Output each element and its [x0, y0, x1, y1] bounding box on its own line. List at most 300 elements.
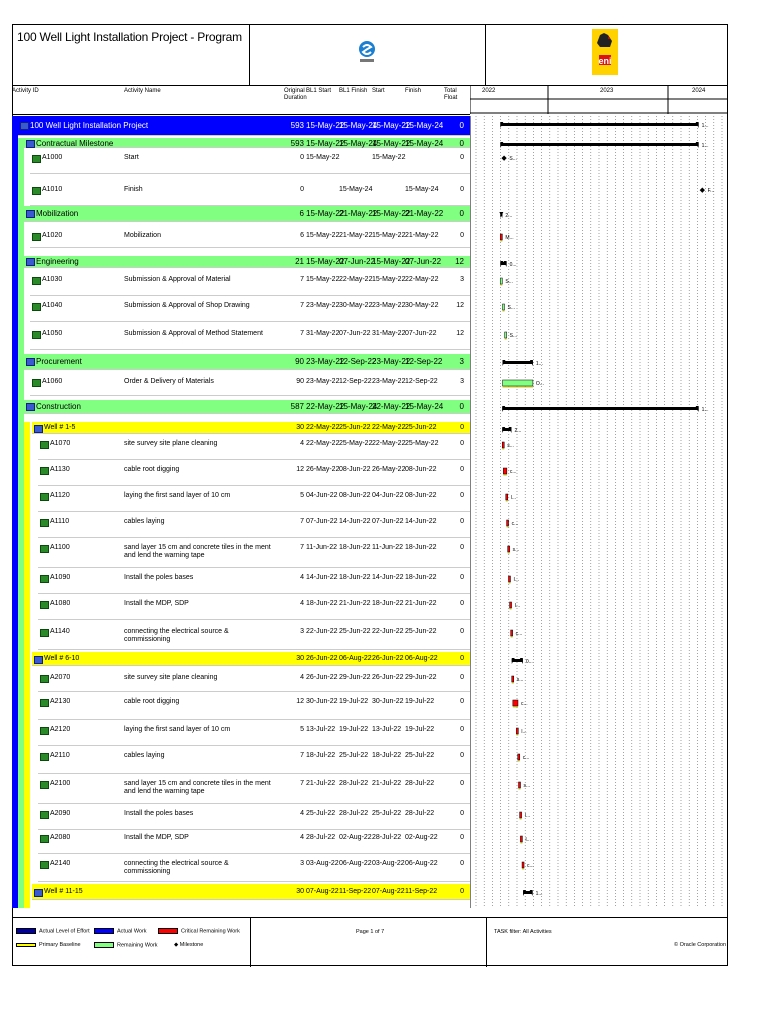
activity-icon: [40, 675, 49, 683]
bl1-finish: 25-Jun-22: [339, 628, 371, 635]
activity-bar: [508, 546, 510, 552]
start-date: 21-Jul-22: [372, 780, 402, 787]
activity-icon: [40, 519, 49, 527]
total-float: 0: [459, 139, 464, 148]
original-duration: 12: [296, 466, 304, 473]
original-duration: 587: [290, 402, 304, 411]
total-float: 0: [460, 887, 464, 895]
activity-row[interactable]: [30, 228, 470, 248]
total-float: 0: [459, 209, 464, 218]
total-float: 0: [460, 654, 464, 662]
activity-id: 100 Well Light Installation Project: [30, 121, 149, 130]
bl1-start: 15-May-22: [306, 232, 340, 239]
activity-row[interactable]: [38, 462, 470, 486]
finish-date: 06-Aug-22: [405, 860, 438, 867]
activity-icon: [40, 629, 49, 637]
activity-name: Submission & Approval of Material: [124, 276, 231, 283]
activity-id: A1010: [42, 186, 63, 193]
start-date: 22-Jun-22: [372, 628, 404, 635]
activity-icon: [40, 861, 49, 869]
bar-label: c...: [527, 863, 534, 869]
activity-id: A1080: [50, 600, 71, 607]
summary-bar: [500, 143, 698, 146]
activity-name: Finish: [124, 186, 143, 193]
legend-swatch-icon: [94, 928, 114, 934]
col-finish[interactable]: Finish: [405, 88, 422, 94]
total-float: 3: [460, 378, 464, 385]
original-duration: 593: [290, 121, 304, 130]
start-date: 22-May-22: [372, 440, 406, 447]
finish-date: 25-Jun-22: [405, 423, 437, 431]
activity-row[interactable]: [38, 624, 470, 650]
finish-date: 21-Jun-22: [405, 600, 437, 607]
bl1-finish: 28-Jul-22: [339, 780, 369, 787]
activity-bar: [512, 676, 514, 682]
activity-row[interactable]: [38, 830, 470, 854]
activity-row[interactable]: [38, 776, 470, 804]
bar-label: 2...: [514, 428, 522, 434]
activity-row[interactable]: [30, 272, 470, 296]
bar-label: S...: [507, 305, 516, 311]
activity-row[interactable]: [38, 748, 470, 774]
bl1-start: 15-May-22: [306, 121, 345, 130]
activity-icon: [40, 575, 49, 583]
finish-date: 18-Jun-22: [405, 574, 437, 581]
activity-bar: [507, 520, 509, 526]
activity-row[interactable]: [38, 540, 470, 568]
activity-name: Install the poles bases: [124, 810, 194, 817]
total-float: 0: [460, 600, 464, 607]
activity-bar: [502, 442, 504, 448]
bl1-start: 18-Jul-22: [306, 752, 336, 759]
original-duration: 7: [300, 544, 304, 551]
legend-actual-level-of-effort: Actual Level of Effort: [16, 928, 90, 934]
start-date: 18-Jun-22: [372, 600, 404, 607]
report-footer: [12, 917, 728, 967]
activity-name: connecting the electrical source & commissioning: [124, 628, 229, 643]
bl1-finish: 22-May-22: [339, 276, 373, 283]
bar-label: S...: [509, 156, 517, 162]
activity-row[interactable]: [38, 570, 470, 594]
activity-name: Start: [124, 154, 139, 161]
activity-icon: [40, 781, 49, 789]
well-group-row[interactable]: [32, 652, 470, 666]
finish-date: 15-May-24: [405, 121, 444, 130]
activity-id: A1060: [42, 378, 63, 385]
col-activity-name[interactable]: Activity Name: [124, 88, 161, 94]
milestone-diamond-icon: ◆: [174, 942, 180, 948]
bar-label: S...: [505, 279, 513, 285]
activity-row[interactable]: [38, 856, 470, 882]
total-float: 0: [460, 726, 464, 733]
bl1-start: 26-Jun-22: [306, 674, 338, 681]
activity-row[interactable]: [38, 514, 470, 538]
bl1-start: 15-May-22: [306, 209, 345, 218]
bl1-finish: 29-Jun-22: [339, 674, 371, 681]
bl1-start: 30-Jun-22: [306, 698, 338, 705]
bl1-finish: 12-Sep-22: [339, 378, 372, 385]
bar-label: O...: [535, 381, 544, 387]
activity-name: cables laying: [124, 752, 165, 759]
start-date: 18-Jul-22: [372, 752, 402, 759]
bar-label: s...: [516, 677, 524, 683]
start-date: 25-Jul-22: [372, 810, 402, 817]
wbs-icon: [26, 210, 35, 218]
activity-id: Engineering: [36, 257, 79, 266]
bl1-finish: 06-Aug-22: [339, 860, 372, 867]
finish-date: 06-Aug-22: [405, 654, 438, 662]
col-bl1-finish[interactable]: BL1 Finish: [339, 88, 368, 94]
finish-date: 12-Sep-22: [405, 378, 438, 385]
bl1-start: 15-May-22: [306, 139, 345, 148]
finish-date: 25-Jun-22: [405, 628, 437, 635]
start-date: 26-Jun-22: [372, 674, 404, 681]
activity-icon: [40, 753, 49, 761]
wbs-icon: [26, 403, 35, 411]
year-label: 2022: [482, 88, 496, 94]
bl1-start: 23-May-22: [306, 378, 340, 385]
activity-id: A2130: [50, 698, 71, 705]
bl1-start: 25-Jul-22: [306, 810, 336, 817]
activity-id: A1040: [42, 302, 63, 309]
activity-name: connecting the electrical source & commissioning: [124, 860, 229, 875]
finish-date: 28-Jul-22: [405, 810, 435, 817]
total-float: 3: [459, 357, 464, 366]
activity-id: A2100: [50, 780, 71, 787]
finish-date: 08-Jun-22: [405, 492, 437, 499]
bl1-finish: 12-Sep-22: [339, 357, 377, 366]
page-title: 100 Well Light Installation Project - Program: [17, 30, 242, 44]
activity-id: A2110: [50, 752, 70, 759]
total-float: 0: [460, 834, 464, 841]
activity-row[interactable]: [30, 374, 470, 396]
activity-bar: [520, 836, 522, 842]
wbs-row[interactable]: [24, 138, 470, 148]
finish-date: 12-Sep-22: [405, 357, 443, 366]
bar-label: s...: [512, 547, 520, 553]
activity-bar: [520, 812, 522, 818]
activity-bar: [519, 782, 521, 788]
activity-row[interactable]: [30, 150, 470, 174]
activity-bar: [505, 332, 507, 338]
activity-id: A2140: [50, 860, 71, 867]
filter-label: TASK filter: All Activities: [494, 929, 552, 935]
activity-icon: [40, 601, 49, 609]
original-duration: 0: [300, 154, 304, 161]
activity-id: A1000: [42, 154, 63, 161]
total-float: 12: [455, 257, 464, 266]
bl1-start: 23-May-22: [306, 357, 345, 366]
total-float: 0: [460, 544, 464, 551]
total-float: 0: [460, 574, 464, 581]
original-duration: 30: [296, 423, 304, 431]
activity-name: Order & Delivery of Materials: [124, 378, 214, 385]
svg-text:eni: eni: [598, 56, 612, 66]
start-date: 15-May-22: [372, 139, 411, 148]
finish-date: 15-May-24: [405, 402, 444, 411]
bl1-start: 26-Jun-22: [306, 654, 338, 662]
original-duration: 7: [300, 780, 304, 787]
project-row[interactable]: [18, 116, 470, 136]
finish-date: 14-Jun-22: [405, 518, 437, 525]
activity-icon: [40, 545, 49, 553]
legend-critical-remaining-work: Critical Remaining Work: [158, 928, 240, 934]
activity-row[interactable]: [38, 596, 470, 620]
bar-label: I...: [525, 837, 531, 843]
legend-swatch-icon: [158, 928, 178, 934]
activity-row[interactable]: [38, 806, 470, 830]
bl1-finish: 18-Jun-22: [339, 574, 371, 581]
activity-bar: [511, 630, 513, 636]
bl1-start: 18-Jun-22: [306, 600, 338, 607]
activity-name: laying the first sand layer of 10 cm: [124, 492, 231, 499]
gantt-chart: [470, 116, 728, 908]
activity-id: A1110: [50, 518, 70, 525]
eni-logo-icon: [592, 29, 618, 75]
activity-id: A2090: [50, 810, 71, 817]
bar-label: 1...: [701, 123, 709, 129]
activity-id: Construction: [36, 402, 81, 411]
finish-date: 18-Jun-22: [405, 544, 437, 551]
col-total-float[interactable]: Total Float: [444, 88, 458, 101]
start-date: 28-Jul-22: [372, 834, 402, 841]
bl1-finish: 07-Jun-22: [339, 330, 371, 337]
total-float: 0: [460, 423, 464, 431]
gantt-timescale: [470, 85, 728, 114]
activity-bar: [510, 602, 512, 608]
finish-date: 25-May-22: [405, 440, 439, 447]
start-date: 07-Jun-22: [372, 518, 404, 525]
bl1-finish: 08-Jun-22: [339, 466, 371, 473]
total-float: 0: [460, 518, 464, 525]
finish-date: 11-Sep-22: [405, 887, 438, 895]
wbs-icon: [34, 656, 43, 664]
activity-name: Submission & Approval of Shop Drawing: [124, 302, 250, 309]
total-float: 0: [460, 232, 464, 239]
activity-bar: [503, 304, 505, 310]
activity-icon: [40, 699, 49, 707]
original-duration: 4: [300, 834, 304, 841]
total-float: 0: [460, 492, 464, 499]
bar-label: s...: [507, 443, 514, 449]
total-float: 0: [460, 440, 464, 447]
activity-id: A1140: [50, 628, 70, 635]
finish-date: 28-Jul-22: [405, 780, 435, 787]
wbs-row[interactable]: [24, 400, 470, 414]
bar-label: 0...: [509, 262, 517, 268]
bl1-start: 21-Jul-22: [306, 780, 336, 787]
bl1-finish: 15-May-24: [339, 186, 373, 193]
activity-name: sand layer 15 cm and concrete tiles in the ment and lend the warning tape: [124, 780, 271, 795]
original-duration: 4: [300, 674, 304, 681]
bl1-finish: 15-May-24: [339, 139, 378, 148]
bl1-finish: 08-Jun-22: [339, 492, 371, 499]
bl1-finish: 14-Jun-22: [339, 518, 371, 525]
activity-name: site survey site plane cleaning: [124, 440, 218, 447]
bl1-finish: 21-May-22: [339, 232, 373, 239]
bar-label: 1...: [535, 361, 543, 367]
activity-icon: [40, 441, 49, 449]
year-label: 2024: [692, 88, 706, 94]
activity-bar: [522, 862, 524, 868]
activity-id: A2080: [50, 834, 71, 841]
start-date: 22-May-22: [372, 402, 411, 411]
bar-label: 1...: [701, 143, 709, 149]
original-duration: 21: [295, 257, 304, 266]
start-date: 15-May-22: [372, 257, 411, 266]
finish-date: 25-Jul-22: [405, 752, 435, 759]
original-duration: 3: [300, 628, 304, 635]
summary-bar: [503, 361, 533, 364]
bar-label: c...: [522, 755, 530, 761]
bl1-finish: 25-May-22: [339, 440, 373, 447]
activity-id: A1090: [50, 574, 71, 581]
activity-row[interactable]: [38, 670, 470, 692]
original-duration: 7: [300, 752, 304, 759]
bar-label: 2...: [505, 213, 513, 219]
finish-date: 02-Aug-22: [405, 834, 438, 841]
col-activity-id[interactable]: Activity ID: [12, 88, 39, 94]
wbs-icon: [34, 425, 43, 433]
bl1-finish: 18-Jun-22: [339, 544, 371, 551]
activity-row[interactable]: [30, 298, 470, 322]
bl1-start: 28-Jul-22: [306, 834, 336, 841]
bl1-start: 11-Jun-22: [306, 544, 338, 551]
start-date: 23-May-22: [372, 302, 406, 309]
summary-bar: [502, 407, 698, 410]
total-float: 0: [460, 752, 464, 759]
activity-icon: [32, 187, 41, 195]
wbs-icon: [34, 889, 43, 897]
activity-bar: [513, 700, 518, 706]
activity-name: cable root digging: [124, 466, 180, 473]
activity-row[interactable]: [30, 182, 470, 206]
col-start[interactable]: Start: [372, 88, 385, 94]
bl1-start: 31-May-22: [306, 330, 340, 337]
summary-bar: [500, 123, 698, 126]
bl1-start: 07-Jun-22: [306, 518, 338, 525]
wbs-row[interactable]: [24, 354, 470, 370]
activity-id: A1100: [50, 544, 70, 551]
original-duration: 30: [296, 654, 304, 662]
activity-icon: [32, 155, 41, 163]
wbs-icon: [20, 122, 29, 130]
wbs-row[interactable]: [24, 206, 470, 222]
total-float: 0: [459, 121, 464, 130]
wbs-row[interactable]: [24, 256, 470, 268]
activity-name: Mobilization: [124, 232, 161, 239]
total-float: 12: [456, 302, 464, 309]
activity-name: sand layer 15 cm and concrete tiles in the ment and lend the warning tape: [124, 544, 271, 559]
activity-icon: [40, 493, 49, 501]
activity-row[interactable]: [38, 694, 470, 720]
legend-remaining-work: Remaining Work: [94, 942, 158, 948]
table-column-header: [12, 85, 470, 115]
total-float: 0: [460, 810, 464, 817]
total-float: 0: [460, 674, 464, 681]
bl1-finish: 11-Sep-22: [339, 887, 372, 895]
bl1-start: 22-May-22: [306, 440, 340, 447]
finish-date: 21-May-22: [405, 209, 444, 218]
year-label: 2023: [600, 88, 614, 94]
activity-row[interactable]: [38, 436, 470, 460]
activity-row[interactable]: [30, 326, 470, 350]
original-duration: 5: [300, 726, 304, 733]
finish-date: 19-Jul-22: [405, 698, 435, 705]
bl1-finish: 15-May-24: [339, 402, 378, 411]
start-date: 23-May-22: [372, 378, 406, 385]
activity-bar: [503, 468, 507, 474]
start-date: 26-May-22: [372, 466, 406, 473]
activity-row[interactable]: [38, 722, 470, 746]
wbs-icon: [26, 140, 35, 148]
original-duration: 30: [296, 887, 304, 895]
legend-primary-baseline: Primary Baseline: [16, 942, 81, 948]
bl1-start: 22-May-22: [306, 402, 345, 411]
total-float: 0: [460, 780, 464, 787]
original-duration: 0: [300, 186, 304, 193]
legend-actual-work: Actual Work: [94, 928, 147, 934]
total-float: 12: [456, 330, 464, 337]
activity-id: A1050: [42, 330, 63, 337]
total-float: 0: [460, 466, 464, 473]
original-duration: 3: [300, 860, 304, 867]
bar-label: I...: [513, 577, 520, 583]
activity-icon: [32, 379, 41, 387]
total-float: 3: [460, 276, 464, 283]
original-duration: 593: [290, 139, 304, 148]
summary-end-icon: [499, 212, 502, 218]
finish-date: 15-May-24: [405, 139, 444, 148]
well-group-row[interactable]: [32, 422, 470, 434]
finish-date: 30-May-22: [405, 302, 439, 309]
bl1-finish: 21-May-22: [339, 209, 378, 218]
activity-bar: [508, 576, 510, 582]
original-duration: 4: [300, 574, 304, 581]
activity-icon: [40, 811, 49, 819]
bl1-finish: 25-Jun-22: [339, 423, 371, 431]
start-date: 15-May-22: [372, 209, 411, 218]
activity-row[interactable]: [38, 488, 470, 512]
bar-label: F...: [707, 188, 715, 194]
bl1-start: 13-Jul-22: [306, 726, 336, 733]
col-bl1-start[interactable]: BL1 Start: [306, 88, 332, 94]
bl1-start: 22-May-22: [306, 423, 340, 431]
activity-id: A1120: [50, 492, 70, 499]
page-number: Page 1 of 7: [356, 929, 385, 935]
start-date: 23-May-22: [372, 357, 411, 366]
col-original-duration[interactable]: Original Duration: [284, 88, 307, 101]
start-date: 15-May-22: [372, 232, 406, 239]
total-float: 0: [459, 402, 464, 411]
start-date: 15-May-22: [372, 276, 406, 283]
bl1-start: 23-May-22: [306, 302, 340, 309]
milestone-diamond-icon: ◆: [501, 155, 507, 162]
bar-label: 1...: [535, 891, 543, 897]
bl1-finish: 15-May-24: [339, 121, 378, 130]
bl1-start: 03-Aug-22: [306, 860, 339, 867]
bl1-finish: 30-May-22: [339, 302, 373, 309]
bl1-finish: 25-Jul-22: [339, 752, 369, 759]
bl1-finish: 19-Jul-22: [339, 698, 369, 705]
activity-name: Install the MDP, SDP: [124, 834, 189, 841]
activity-name: Install the poles bases: [124, 574, 194, 581]
finish-date: 07-Jun-22: [405, 330, 437, 337]
bar-label: I...: [524, 813, 531, 819]
well-group-row[interactable]: [32, 884, 470, 900]
milestone-diamond-icon: ◆: [699, 187, 706, 194]
bar-label: c...: [520, 701, 528, 707]
